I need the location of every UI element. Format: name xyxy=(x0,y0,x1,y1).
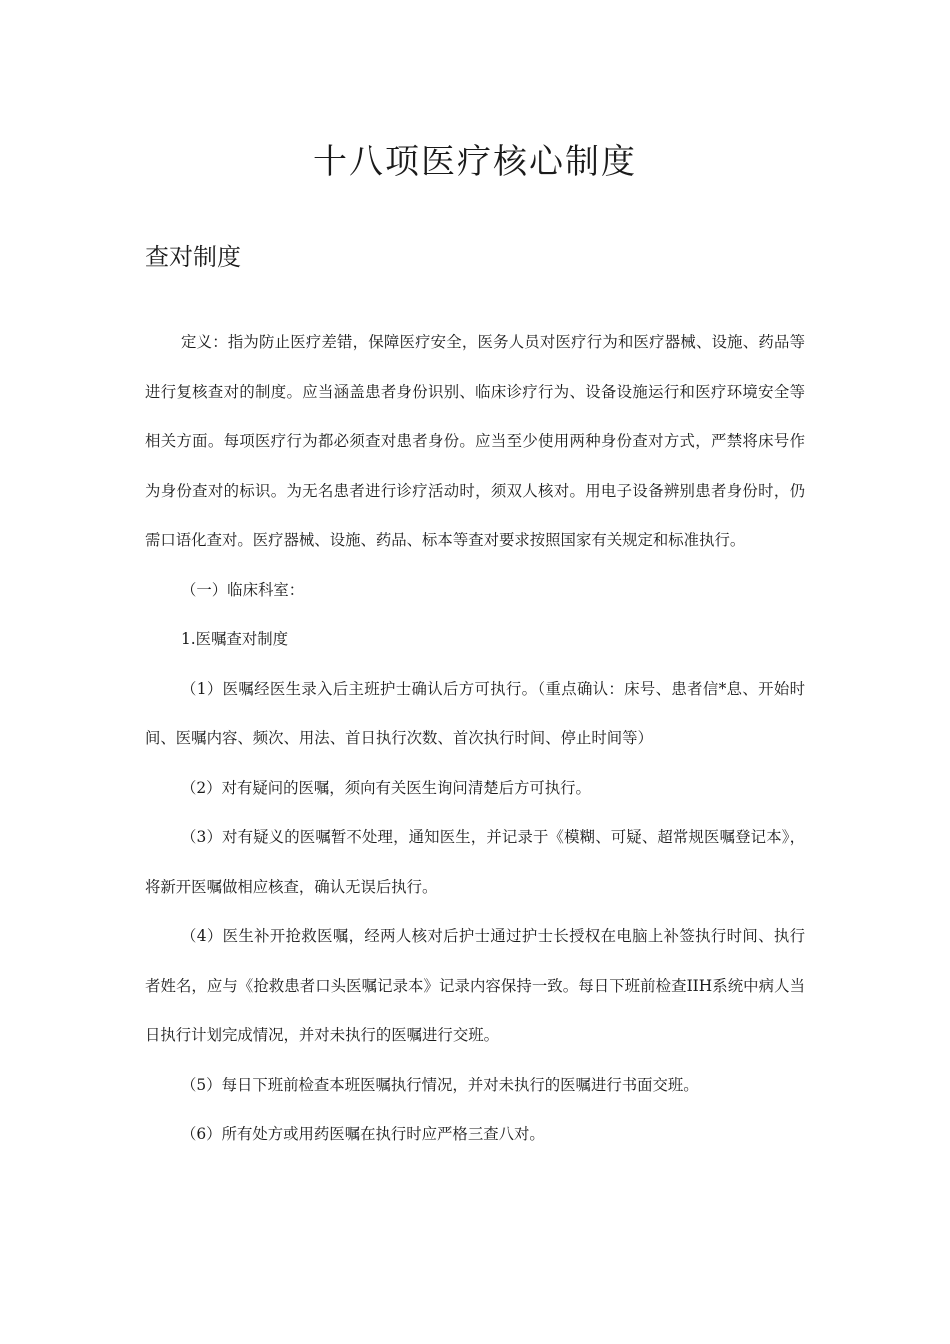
paragraph-item-1: （1）医嘱经医生录入后主班护士确认后方可执行。（重点确认：床号、患者信*息、开始时间、医嘱内容、频次、用法、首日执行次数、首次执行时间、停止时间等） xyxy=(145,679,805,747)
paragraph-item-3: （3）对有疑义的医嘱暂不处理，通知医生，并记录于《模糊、可疑、超常规医嘱登记本》，将新开医嘱做相应核查，确认无误后执行。 xyxy=(145,828,805,896)
paragraph-item-4: （4）医生补开抢救医嘱，经两人核对后护士通过护士长授权在电脑上补签执行时间、执行者姓名，应与《抢救患者口头医嘱记录本》记录内容保持一致。每日下班前检查IIH系统中病人当日执行计划完成情况，并对未执行的医嘱进行交班。 xyxy=(145,927,805,1044)
section-heading: 查对制度 xyxy=(145,243,241,271)
document-title: 十八项医疗核心制度 xyxy=(313,142,637,182)
paragraph-definition: 定义：指为防止医疗差错，保障医疗安全，医务人员对医疗行为和医疗器械、设施、药品等进行复核查对的制度。应当涵盖患者身份识别、临床诊疗行为、设备设施运行和医疗环境安全等相关方面。每项医疗行为都必须查对患者身份。应当至少使用两种身份查对方式，严禁将床号作为身份查对的标识。为无名患者进行诊疗活动时，须双人核对。用电子设备辨别患者身份时，仍需口语化查对。医疗器械、设施、药品、标本等查对要求按照国家有关规定和标准执行。 xyxy=(145,333,805,549)
document-body xyxy=(145,318,805,1160)
paragraph-clinical-dept: （一）临床科室： xyxy=(181,580,305,599)
paragraph-item-2: （2）对有疑问的医嘱，须向有关医生询问清楚后方可执行。 xyxy=(181,778,591,797)
paragraph-item-6: （6）所有处方或用药医嘱在执行时应严格三查八对。 xyxy=(181,1125,545,1143)
paragraph-item-5: （5）每日下班前检查本班医嘱执行情况，并对未执行的医嘱进行书面交班。 xyxy=(181,1075,699,1094)
paragraph-order-check-title: 1.医嘱查对制度 xyxy=(181,630,289,648)
